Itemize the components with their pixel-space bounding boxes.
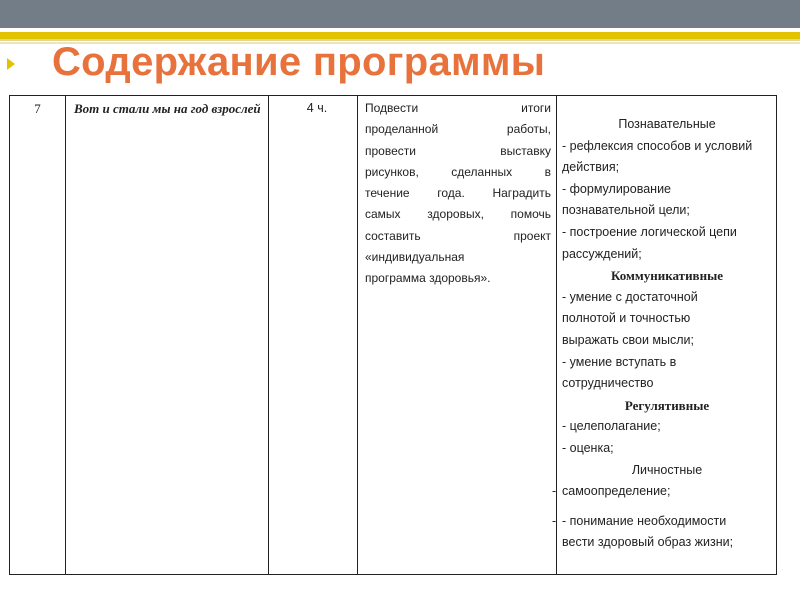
slide-title: Содержание программы [52,40,546,84]
cognitive-item: познавательной цели; [562,203,690,218]
regulative-heading: Регулятивные [624,397,710,413]
description-line: самых здоровых, помочь [365,207,551,222]
lesson-description [363,98,555,290]
description-line: течение года. Наградить [365,186,551,201]
communicative-item: - умение вступать в [562,354,677,369]
communicative-item: сотрудничество [562,376,654,391]
description-line: проделанной работы, [365,122,551,137]
header-bar-yellow [0,32,800,39]
personal-item: вести здоровый образ жизни; [562,535,734,550]
program-table [9,95,777,575]
communicative-heading: Коммуникативные [611,268,723,284]
dash-marker-icon: - [552,484,557,499]
column-divider [268,96,269,574]
row-number: 7 [34,101,41,116]
personal-item [552,481,776,503]
cognitive-item: - формулирование [562,181,672,196]
lesson-hours: 4 ч. [306,101,328,115]
column-divider [357,96,358,574]
cognitive-item: - рефлексия способов и условий [562,138,753,153]
description-line: составить проект [365,228,551,243]
learning-activities [552,114,776,554]
column-divider [65,96,66,574]
bullet-triangle-icon [7,58,15,70]
description-line: программа здоровья». [365,271,491,286]
description-line: Подвести итоги [365,101,551,115]
lesson-topic: Вот и стали мы на год взрослей [74,101,261,116]
personal-item-text: - понимание необходимости [562,513,727,528]
regulative-item: - оценка; [562,440,614,455]
communicative-item: выражать свои мысли; [562,332,695,347]
description-line: провести выставку [365,143,551,158]
cognitive-item: рассуждений; [562,246,642,261]
personal-item-text: самоопределение; [562,484,671,499]
regulative-item: - целеполагание; [562,419,661,434]
description-line: «индивидуальная [365,250,465,265]
cognitive-item: - построение логической цепи [562,224,737,239]
cognitive-heading: Познавательные [618,117,716,131]
description-line: рисунков, сделанных в [365,164,551,179]
dash-marker-icon: - [552,513,557,528]
cognitive-item: действия; [562,160,620,175]
personal-heading: Личностные [631,462,703,477]
personal-item [552,511,776,533]
communicative-item: - умение с достаточной [562,289,698,304]
communicative-item: полнотой и точностью [562,311,691,326]
header-bar-gray [0,0,800,28]
